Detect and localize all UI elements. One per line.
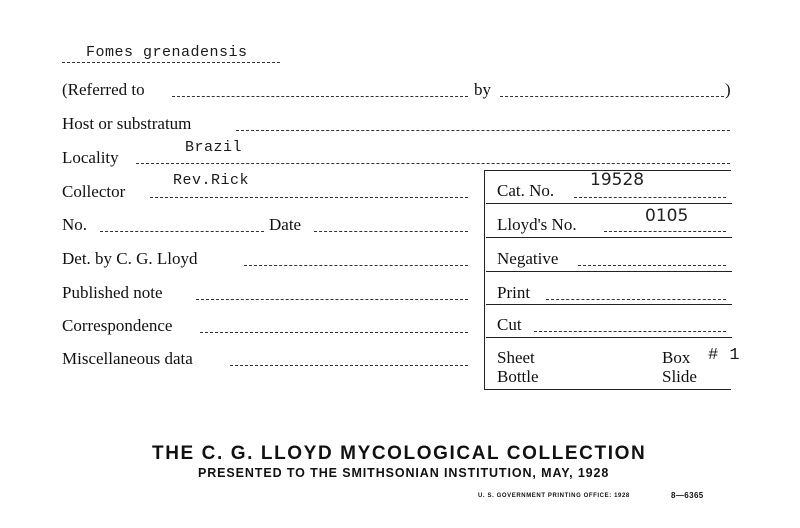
no-line[interactable] [100,231,264,232]
species-name: Fomes grenadensis [86,44,248,61]
print-line[interactable] [546,299,726,300]
box-row-divider [486,337,732,338]
correspondence-line[interactable] [200,332,468,333]
cat-no-line[interactable] [574,197,726,198]
box-row-divider [486,271,732,272]
host-line[interactable] [236,130,730,131]
referred-to-line[interactable] [172,96,468,97]
misc-data-label: Miscellaneous data [62,349,193,368]
locality-line[interactable] [136,163,730,164]
collector-label: Collector [62,182,126,201]
printing-office-note: U. S. GOVERNMENT PRINTING OFFICE: 1928 [478,493,630,499]
published-note-line[interactable] [196,299,468,300]
date-label: Date [269,215,302,234]
by-label: by [474,80,491,99]
cut-line[interactable] [534,331,726,332]
no-label: No. [62,215,88,234]
lloyds-no-line[interactable] [604,231,726,232]
det-by-line[interactable] [244,265,468,266]
print-label: Print [497,283,531,302]
bottle-label: Bottle [497,367,539,386]
collection-subtitle: PRESENTED TO THE SMITHSONIAN INSTITUTION, MAY, 1928 [198,466,610,480]
host-label: Host or substratum [62,114,192,133]
box-row-divider [486,203,732,204]
cat-no-label: Cat. No. [497,181,555,200]
correspondence-label: Correspondence [62,316,173,335]
sheet-label: Sheet [497,348,535,367]
by-line[interactable] [500,96,724,97]
box-label: Box [662,348,691,367]
slide-label: Slide [662,367,697,386]
referred-to-label: (Referred to [62,80,145,99]
published-note-label: Published note [62,283,163,302]
lloyds-no-label: Lloyd's No. [497,215,577,234]
negative-label: Negative [497,249,559,268]
cat-no-value: 19528 [590,170,645,190]
species-line [62,62,280,63]
date-line[interactable] [314,231,468,232]
locality-label: Locality [62,148,119,167]
close-paren: ) [725,80,731,99]
collector-value: Rev.Rick [173,172,250,189]
box-row-divider [486,237,732,238]
form-number: 8—6365 [671,491,704,500]
cut-label: Cut [497,315,522,334]
locality-value: Brazil [185,139,243,156]
box-value: # 1 [708,346,741,365]
lloyds-no-value: 0105 [645,206,689,226]
box-row-divider [486,304,732,305]
negative-line[interactable] [578,265,726,266]
misc-data-line[interactable] [230,365,468,366]
det-by-label: Det. by C. G. Lloyd [62,249,198,268]
collector-line[interactable] [150,197,468,198]
collection-title: THE C. G. LLOYD MYCOLOGICAL COLLECTION [152,443,647,464]
